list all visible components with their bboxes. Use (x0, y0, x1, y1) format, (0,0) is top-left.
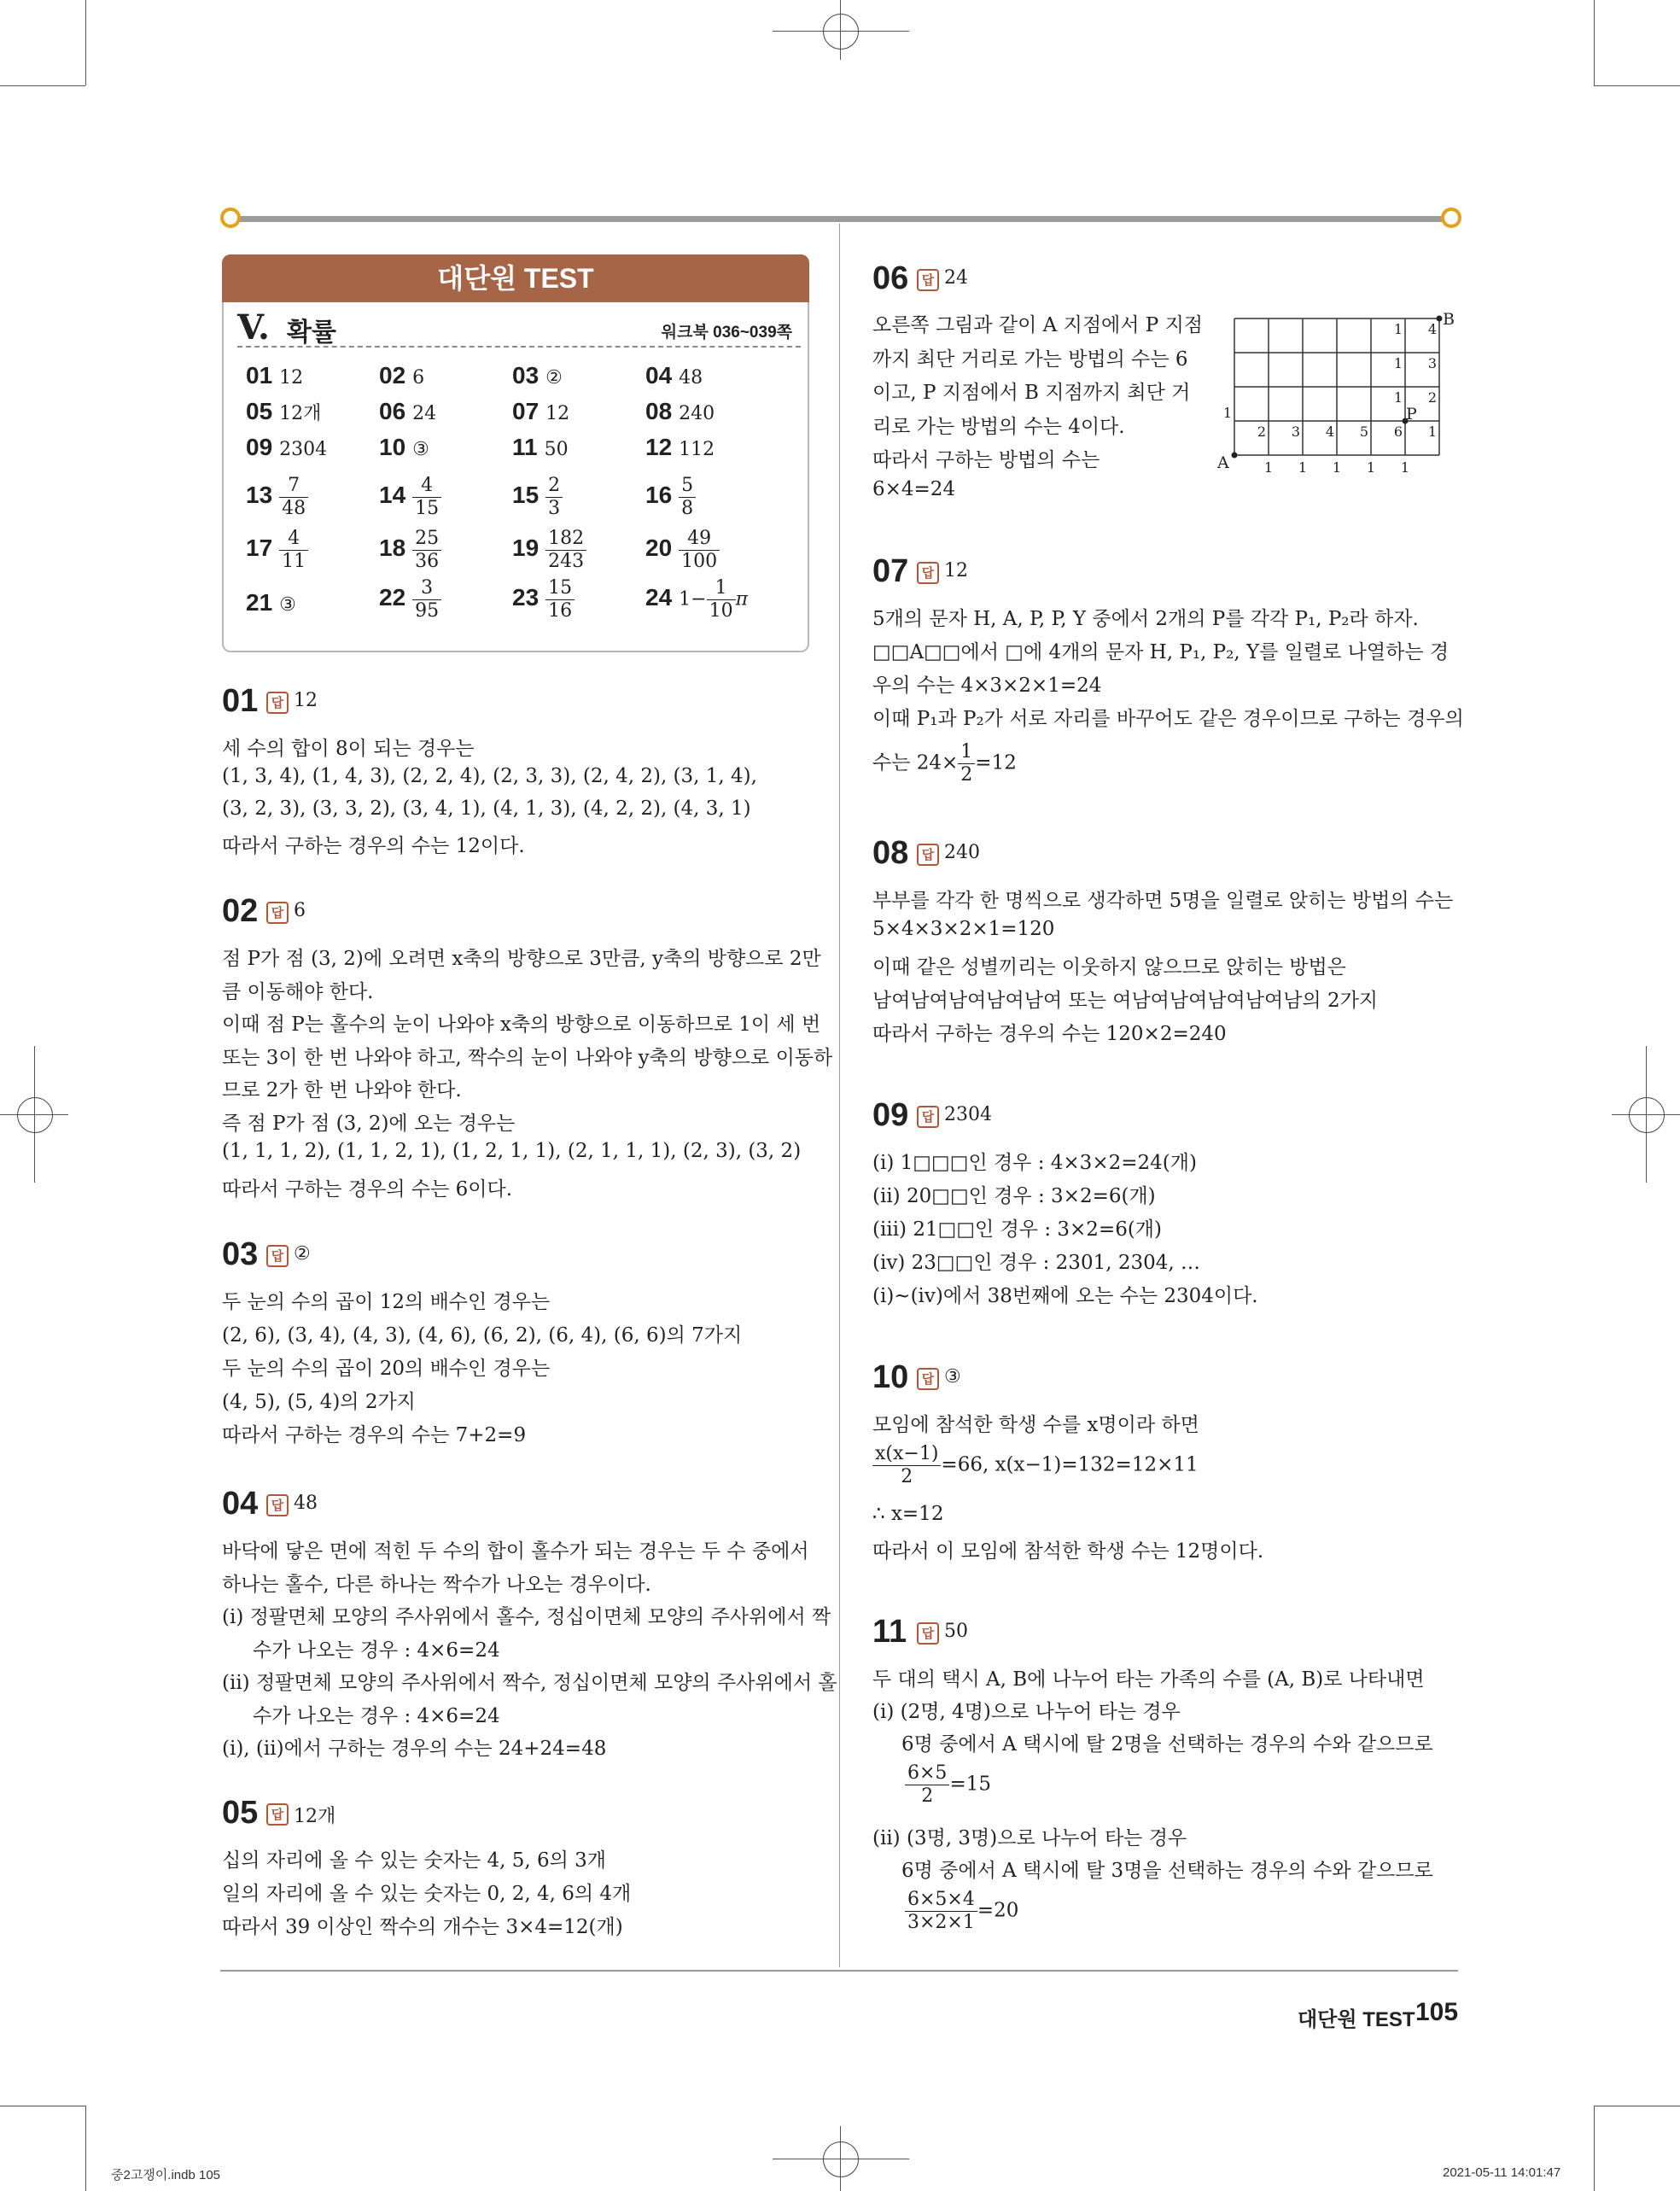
count-label: 1 (1393, 355, 1403, 371)
answer-value: 240 (679, 403, 715, 424)
count-label: 3 (1291, 424, 1301, 440)
answer-badge-icon: 답 (266, 902, 289, 924)
answer-item (645, 577, 748, 622)
text: =12 (975, 751, 1017, 774)
count-label: 2 (1427, 389, 1438, 406)
answer-item (512, 398, 569, 425)
solution-line: (ⅰ) 정팔면체 모양의 주사위에서 홀수, 정십이면체 모양의 주사위에서 짝 (222, 1606, 831, 1628)
problem-answer: 12개 (294, 1806, 336, 1827)
registration-mark (823, 2141, 859, 2177)
problem-answer: 240 (944, 842, 980, 863)
denominator: 8 (681, 498, 694, 519)
answer-badge-icon: 답 (266, 1245, 289, 1267)
answer-fraction (279, 475, 308, 520)
solution-line: 두 대의 택시 A, B에 나누어 타는 가족의 수를 (A, B)로 나타내면 (872, 1668, 1425, 1691)
answer-item (246, 362, 303, 389)
count-label: 1 (1332, 459, 1342, 474)
label-a: A (1217, 453, 1229, 472)
solution-line: (2, 6), (3, 4), (4, 3), (4, 6), (6, 2), (6, 4), (6, 6)의 7가지 (222, 1324, 743, 1347)
solution-line: (ⅰ) 1□□□인 경우 : 4×3×2=24(개) (872, 1152, 1197, 1174)
registration-mark (823, 14, 859, 50)
denominator: 10 (709, 600, 733, 622)
answer-fraction (279, 528, 308, 573)
answer-item (512, 434, 569, 461)
solution-line: 이때 P₁과 P₂가 서로 자리를 바꾸어도 같은 경우이므로 구하는 경우의 (872, 708, 1464, 730)
problem-answer: 12 (294, 690, 318, 711)
numerator: 7 (279, 475, 308, 498)
footer-section-title: 대단원 TEST (1298, 2008, 1415, 2031)
solution-line: ∴ x=12 (872, 1503, 944, 1525)
answer-value: ② (545, 367, 563, 389)
print-timestamp: 2021-05-11 14:01:47 (1443, 2165, 1561, 2180)
solution-line: (ⅱ) (3명, 3명)으로 나누어 타는 경우 (872, 1827, 1187, 1849)
label-b: B (1443, 310, 1455, 329)
count-label: 3 (1427, 355, 1438, 371)
solution-line: 십의 자리에 올 수 있는 숫자는 4, 5, 6의 3개 (222, 1849, 607, 1872)
crop-mark (1594, 85, 1680, 86)
solution-line: (ⅰ) (2명, 4명)으로 나누어 타는 경우 (872, 1701, 1181, 1723)
answer-number: 07 (512, 398, 540, 424)
solution-line: 두 눈의 수의 곱이 12의 배수인 경우는 (222, 1291, 551, 1313)
solution-line (872, 741, 1017, 786)
answer-item (512, 362, 563, 389)
answer-value: 48 (679, 367, 703, 389)
answer-fraction (707, 577, 736, 622)
answer-item (645, 398, 715, 425)
text: 수는 24× (872, 751, 959, 774)
count-label: 1 (1222, 405, 1233, 421)
solution-line: 수가 나오는 경우 : 4×6=24 (253, 1639, 500, 1662)
text: =66, x(x−1)=132=12×11 (941, 1453, 1199, 1476)
problem-answer: ② (294, 1243, 311, 1265)
answer-badge-icon: 답 (917, 1622, 939, 1645)
solution-line: 5×4×3×2×1=120 (872, 918, 1055, 940)
fraction (905, 1889, 977, 1934)
count-label: 6 (1393, 424, 1403, 440)
denominator: 16 (548, 600, 573, 622)
solution-line: 바닥에 닿은 면에 적힌 두 수의 합이 홀수가 되는 경우는 두 수 중에서 (222, 1540, 809, 1563)
solution-line: 부부를 각각 한 명씩으로 생각하면 5명을 일렬로 앉히는 방법의 수는 (872, 890, 1454, 912)
answer-badge-icon: 답 (266, 692, 289, 714)
answer-badge-icon: 답 (917, 1106, 939, 1128)
denominator: 3×2×1 (907, 1912, 975, 1933)
count-label: 1 (1393, 321, 1403, 337)
answer-fraction (412, 577, 441, 622)
answer-fraction (412, 528, 441, 573)
answer-item (512, 577, 575, 622)
answer-badge-icon: 답 (917, 844, 939, 866)
answer-item (645, 475, 696, 520)
solution-line: 즉 점 P가 점 (3, 2)에 오는 경우는 (222, 1112, 516, 1135)
solution-line: 따라서 구하는 방법의 수는 (872, 449, 1100, 471)
answer-value: 6 (412, 367, 425, 389)
problem-answer: 2304 (944, 1104, 992, 1125)
problem-number: 10 (872, 1359, 909, 1395)
answer-number: 10 (379, 434, 406, 460)
count-label: 1 (1366, 459, 1376, 474)
answer-item (246, 528, 308, 573)
answer-badge-icon: 답 (917, 1368, 939, 1390)
numerator: 4 (412, 475, 441, 498)
dashed-divider (237, 346, 801, 348)
solution-line: 5개의 문자 H, A, P, P, Y 중에서 2개의 P를 각각 P₁, P₂라 하자. (872, 608, 1419, 630)
answer-fraction (545, 577, 575, 622)
problem-answer: 50 (944, 1621, 968, 1642)
solution-line: 리로 가는 방법의 수는 4이다. (872, 415, 1125, 438)
numerator: 15 (545, 577, 575, 600)
solution-line: (ⅰ)~(ⅳ)에서 38번째에 오는 수는 2304이다. (872, 1285, 1258, 1307)
count-label: 1 (1400, 459, 1410, 474)
count-label: 2 (1257, 424, 1267, 440)
crop-mark (1594, 2106, 1595, 2191)
answer-value: 50 (544, 439, 569, 460)
solution-line: 따라서 이 모임에 참석한 학생 수는 12명이다. (872, 1540, 1264, 1563)
numerator: 49 (679, 528, 720, 551)
crop-mark (85, 2106, 86, 2191)
solution-line: 6×4=24 (872, 477, 956, 500)
solution-line: 큼 이동해야 한다. (222, 980, 374, 1003)
unit-number: V. (237, 307, 270, 348)
solution-line: 점 P가 점 (3, 2)에 오려면 x축의 방향으로 3만큼, y축의 방향으로 2만 (222, 948, 821, 970)
answer-fraction (412, 475, 441, 520)
numerator: 2 (545, 475, 563, 498)
answer-number: 08 (645, 398, 673, 424)
header-rule-left-ring (220, 207, 241, 228)
solution-line: 므로 2가 한 번 나와야 한다. (222, 1079, 462, 1101)
answer-badge-icon: 답 (917, 269, 939, 291)
solution-line: 6명 중에서 A 택시에 탈 3명을 선택하는 경우의 수와 같으므로 (901, 1860, 1433, 1882)
solution-line (905, 1762, 991, 1808)
solution-line: (ⅳ) 23□□인 경우 : 2301, 2304, … (872, 1252, 1200, 1274)
solution-line: 따라서 구하는 경우의 수는 12이다. (222, 835, 525, 857)
answer-value: 12개 (279, 403, 322, 424)
answer-fraction (545, 475, 563, 520)
numerator: 6×5 (905, 1762, 949, 1785)
answer-badge-icon: 답 (266, 1494, 289, 1516)
solution-line: 또는 3이 한 번 나와야 하고, 짝수의 눈이 나와야 y축의 방향으로 이동하 (222, 1046, 833, 1069)
answer-number: 05 (246, 398, 273, 424)
workbook-reference: 워크북 036~039쪽 (661, 324, 792, 342)
answer-number: 23 (512, 583, 540, 611)
solution-line: (1, 3, 4), (1, 4, 3), (2, 2, 4), (2, 3, 3), (2, 4, 2), (3, 1, 4), (222, 765, 757, 787)
text: =20 (977, 1899, 1019, 1922)
solution-line: □□A□□에서 □에 4개의 문자 H, P₁, P₂, Y를 일렬로 나열하는 경 (872, 641, 1450, 663)
unit-heading (237, 307, 792, 346)
problem-number: 04 (222, 1486, 259, 1522)
answer-value: 2304 (279, 439, 328, 460)
print-file-name: 중2고쟁이.indb 105 (111, 2168, 221, 2182)
problem-answer: 6 (294, 900, 306, 921)
count-label: 4 (1427, 321, 1438, 337)
numerator: 1 (958, 741, 975, 764)
problem-number: 11 (872, 1614, 907, 1650)
answer-fraction (679, 528, 720, 573)
denominator: 36 (415, 551, 440, 572)
answer-suffix: π (735, 588, 749, 611)
answer-number: 20 (645, 534, 673, 561)
answer-item (379, 398, 436, 425)
answer-number: 04 (645, 362, 673, 389)
footer-rule (220, 1970, 1458, 1972)
solution-line (905, 1889, 1018, 1934)
answer-item (379, 475, 441, 520)
solution-line: 두 눈의 수의 곱이 20의 배수인 경우는 (222, 1358, 551, 1380)
answer-item (246, 398, 321, 425)
crop-mark (0, 85, 85, 86)
unit-name: 확률 (287, 318, 336, 347)
solution-line: 이고, P 지점에서 B 지점까지 최단 거 (872, 382, 1191, 404)
answer-number: 14 (379, 481, 406, 508)
problem-number: 02 (222, 893, 259, 929)
numerator: 5 (679, 475, 696, 498)
registration-mark (17, 1097, 53, 1133)
text: =15 (949, 1773, 991, 1796)
answer-number: 22 (379, 583, 406, 611)
answer-fraction (545, 528, 586, 573)
answer-item (645, 434, 715, 461)
count-label: 1 (1298, 459, 1308, 474)
numerator: x(x−1) (872, 1443, 941, 1466)
count-label: 1 (1393, 389, 1403, 406)
problem-number: 05 (222, 1795, 259, 1831)
solution-line: (4, 5), (5, 4)의 2가지 (222, 1391, 416, 1413)
answer-item (645, 528, 720, 573)
answer-value: 12 (545, 403, 570, 424)
numerator: 6×5×4 (905, 1889, 977, 1912)
fraction (958, 741, 975, 786)
column-divider (839, 224, 840, 1967)
fraction (872, 1443, 941, 1488)
solution-line: 일의 자리에 올 수 있는 숫자는 0, 2, 4, 6의 4개 (222, 1883, 632, 1905)
label-p: P (1406, 405, 1417, 424)
answer-number: 19 (512, 534, 540, 561)
solution-line: 우의 수는 4×3×2×1=24 (872, 675, 1102, 697)
numerator: 1 (707, 577, 736, 600)
answer-item (645, 362, 703, 389)
denominator: 3 (548, 498, 561, 519)
answer-summary-title: 대단원 TEST (222, 254, 809, 302)
solution-line: (ⅱ) 정팔면체 모양의 주사위에서 짝수, 정십이면체 모양의 주사위에서 홀 (222, 1672, 837, 1694)
answer-value: 112 (679, 439, 715, 460)
answer-number: 17 (246, 534, 273, 561)
problem-number: 01 (222, 683, 259, 719)
answer-value: ③ (279, 594, 296, 616)
denominator: 15 (415, 498, 440, 519)
answer-item (379, 528, 441, 573)
page-number: 105 (1415, 1998, 1459, 2026)
solution-line: 6명 중에서 A 택시에 탈 2명을 선택하는 경우의 수와 같으므로 (901, 1733, 1433, 1756)
answer-number: 12 (645, 434, 673, 460)
answer-number: 11 (512, 434, 538, 460)
solution-line: (3, 2, 3), (3, 3, 2), (3, 4, 1), (4, 1, 3), (4, 2, 2), (4, 3, 1) (222, 798, 751, 820)
answer-item (512, 475, 563, 520)
solution-line: 따라서 구하는 경우의 수는 6이다. (222, 1177, 513, 1201)
answer-value: 12 (279, 367, 304, 389)
denominator: 2 (901, 1466, 913, 1487)
answer-number: 06 (379, 398, 406, 424)
denominator: 95 (415, 600, 440, 622)
solution-line: (ⅱ) 20□□인 경우 : 3×2=6(개) (872, 1185, 1156, 1207)
grid-path-diagram (1204, 303, 1460, 474)
solution-line: 이때 같은 성별끼리는 이웃하지 않으므로 앉히는 방법은 (872, 956, 1346, 979)
crop-mark (1594, 0, 1595, 85)
count-label: 5 (1359, 424, 1369, 440)
point-b-dot (1437, 316, 1443, 322)
numerator: 182 (545, 528, 586, 551)
solution-line: 모임에 참석한 학생 수를 x명이라 하면 (872, 1414, 1199, 1436)
denominator: 11 (282, 551, 306, 572)
solution-line: 수가 나오는 경우 : 4×6=24 (253, 1704, 500, 1727)
count-label: 1 (1427, 424, 1438, 440)
answer-number: 21 (246, 589, 273, 616)
answer-item (246, 589, 296, 616)
answer-badge-icon: 답 (917, 562, 939, 584)
problem-answer: 48 (294, 1493, 318, 1514)
problem-number: 09 (872, 1097, 909, 1133)
solution-line: 따라서 구하는 경우의 수는 7+2=9 (222, 1424, 527, 1446)
answer-number: 18 (379, 534, 406, 561)
solution-line (872, 1443, 1199, 1488)
solution-line: 세 수의 합이 8이 되는 경우는 (222, 738, 475, 760)
answer-number: 03 (512, 362, 540, 389)
problem-number: 06 (872, 260, 909, 296)
answer-value: 24 (412, 403, 437, 424)
answer-number: 16 (645, 481, 673, 508)
header-rule (229, 216, 1450, 222)
solution-line: (ⅲ) 21□□인 경우 : 3×2=6(개) (872, 1218, 1162, 1241)
crop-mark (85, 0, 86, 85)
problem-answer: 12 (944, 560, 968, 581)
fraction (905, 1762, 949, 1808)
numerator: 25 (412, 528, 441, 551)
solution-line: 오른쪽 그림과 같이 A 지점에서 P 지점 (872, 314, 1204, 336)
answer-badge-icon: 답 (266, 1803, 289, 1826)
problem-answer: ③ (944, 1366, 961, 1388)
answer-number: 01 (246, 362, 273, 389)
denominator: 2 (921, 1785, 934, 1807)
point-a-dot (1232, 453, 1238, 459)
denominator: 2 (960, 764, 973, 786)
solution-line: (ⅰ), (ⅱ)에서 구하는 경우의 수는 24+24=48 (222, 1738, 607, 1760)
solution-line: 까지 최단 거리로 가는 방법의 수는 6 (872, 348, 1188, 371)
answer-item (246, 475, 308, 520)
answer-item (379, 434, 429, 461)
answer-number: 02 (379, 362, 406, 389)
answer-item (379, 577, 441, 622)
answer-number: 24 (645, 583, 673, 611)
header-rule-right-ring (1441, 207, 1461, 228)
solution-line: 남여남여남여남여남여 또는 여남여남여남여남여남의 2가지 (872, 990, 1379, 1012)
answer-fraction (679, 475, 696, 520)
solution-line: 따라서 구하는 경우의 수는 120×2=240 (872, 1023, 1227, 1045)
solution-line: 이때 점 P는 홀수의 눈이 나와야 x축의 방향으로 이동하므로 1이 세 번 (222, 1014, 821, 1036)
answer-number: 09 (246, 434, 273, 460)
answer-value: ③ (412, 439, 429, 460)
denominator: 100 (681, 551, 718, 572)
solution-line: 따라서 39 이상인 짝수의 개수는 3×4=12(개) (222, 1916, 623, 1938)
answer-item (379, 362, 424, 389)
count-label: 4 (1325, 424, 1335, 440)
problem-number: 03 (222, 1236, 259, 1272)
denominator: 243 (548, 551, 585, 572)
problem-number: 08 (872, 835, 909, 871)
answer-prefix: 1− (679, 588, 707, 611)
answer-number: 15 (512, 481, 540, 508)
problem-answer: 24 (944, 267, 968, 289)
answer-number: 13 (246, 481, 273, 508)
numerator: 3 (412, 577, 441, 600)
solution-line: 하나는 홀수, 다른 하나는 짝수가 나오는 경우이다. (222, 1573, 651, 1596)
numerator: 4 (279, 528, 308, 551)
denominator: 48 (282, 498, 306, 519)
solution-line: (1, 1, 1, 2), (1, 1, 2, 1), (1, 2, 1, 1), (2, 1, 1, 1), (2, 3), (3, 2) (222, 1140, 802, 1162)
registration-mark (1629, 1097, 1665, 1133)
count-label: 1 (1263, 459, 1274, 474)
answer-item (246, 434, 327, 461)
answer-item (512, 528, 586, 573)
problem-number: 07 (872, 553, 909, 589)
